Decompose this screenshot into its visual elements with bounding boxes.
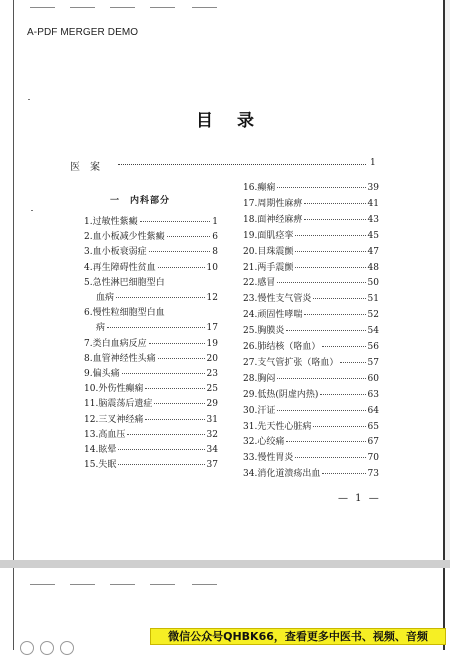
- dot-leader: [295, 235, 365, 236]
- toc-entry-label: 23.慢性支气管炎: [243, 294, 312, 305]
- dot-leader: [277, 410, 365, 411]
- dot-leader: [277, 378, 365, 379]
- toc-entry: [243, 434, 379, 446]
- toc-entry: [243, 323, 379, 335]
- toc-entry: [84, 351, 218, 363]
- toc-entry-page: 54: [367, 326, 379, 337]
- toc-entry-page: 32: [206, 429, 218, 440]
- toc-entry: [84, 412, 218, 424]
- dot-leader: [277, 187, 365, 188]
- toc-entry-label: 19.面肌痉挛: [243, 230, 294, 241]
- dot-leader: [304, 314, 365, 315]
- page-shadow: [445, 0, 450, 560]
- page-edge-mark: [192, 584, 217, 585]
- dot-leader: [304, 203, 365, 204]
- toc-entry-label: 18.面神经麻痹: [243, 214, 303, 225]
- dot-leader: [118, 157, 366, 165]
- scan-speck: [28, 99, 30, 100]
- toc-entry-label: 14.眩晕: [84, 445, 117, 455]
- page-number: — 1 —: [338, 493, 381, 504]
- toc-entry-label: 26.肺结核（咯血）: [243, 342, 321, 352]
- toc-entry-page: 70: [367, 453, 379, 464]
- dot-leader: [149, 343, 205, 344]
- toc-entry: [243, 307, 379, 319]
- toc-entry-page: 12: [206, 293, 218, 303]
- toc-entry-label: 29.低热(阴虚内热): [243, 389, 319, 400]
- promo-banner: 微信公众号QHBK66，查看更多中医书、视频、音频: [150, 628, 446, 645]
- toc-entry-page: 67: [367, 437, 379, 448]
- circle-icon: [60, 641, 74, 655]
- toc-entry: [84, 442, 218, 454]
- preface-label: 医案: [70, 162, 110, 173]
- toc-entry: [243, 339, 379, 351]
- toc-entry: [84, 427, 218, 439]
- toc-entry: [243, 180, 379, 192]
- toc-entry-page: 41: [367, 198, 379, 209]
- toc-entry: [243, 244, 379, 256]
- toc-entry-page: 8: [212, 247, 218, 258]
- page-separator: [0, 560, 450, 568]
- dot-leader: [127, 434, 204, 435]
- page-edge-mark: [192, 7, 217, 8]
- toc-entry-label: 11.脑震荡后遗症: [84, 399, 153, 410]
- toc-entry-page: 37: [206, 460, 218, 471]
- toc-entry-label: 33.慢性胃炎: [243, 453, 294, 464]
- circle-icon: [40, 641, 54, 655]
- toc-entry-label: 21.两手震颤: [243, 262, 294, 273]
- toc-entry: [84, 366, 218, 378]
- toc-entry-label: 12.三叉神经痛: [84, 414, 144, 425]
- toc-entry-page: 73: [367, 469, 379, 480]
- toc-entry-page: 19: [206, 338, 218, 349]
- page-edge-mark: [150, 584, 175, 585]
- toc-entry-continuation: 血病: [96, 293, 115, 303]
- dot-leader: [340, 362, 365, 363]
- section-heading: 一 内科部分: [110, 196, 171, 206]
- toc-entry-page: 60: [367, 373, 379, 384]
- preface-page-number: 1: [370, 158, 376, 168]
- toc-entry-label: 24.顽固性哮喘: [243, 310, 303, 321]
- toc-entry-label: 30.汗证: [243, 405, 276, 416]
- dot-leader: [116, 297, 205, 298]
- toc-entry-page: 10: [206, 262, 218, 273]
- toc-entry-label: 25.胸膜炎: [243, 326, 285, 337]
- dot-leader: [277, 282, 365, 283]
- dot-leader: [149, 251, 211, 252]
- toc-entry: [84, 244, 218, 256]
- toc-entry: [84, 229, 218, 241]
- toc-entry-label: 7.类白血病反应: [84, 338, 147, 349]
- toc-entry-page: 48: [367, 262, 379, 273]
- toc-entry-page: 65: [367, 421, 379, 432]
- toc-entry: [243, 355, 379, 367]
- toc-entry-page: 45: [367, 230, 379, 241]
- dot-leader: [286, 441, 365, 442]
- dot-leader: [158, 267, 205, 268]
- toc-entry: [243, 260, 379, 272]
- toc-entry-page: 51: [367, 294, 379, 305]
- toc-entry-label: 8.血管神经性头痛: [84, 353, 156, 364]
- dot-leader: [295, 251, 365, 252]
- toc-entry: [243, 450, 379, 462]
- toc-entry: [243, 419, 379, 431]
- toc-entry: [243, 228, 379, 240]
- watermark-label: A-PDF MERGER DEMO: [27, 27, 139, 38]
- dot-leader: [145, 388, 204, 389]
- toc-entry: [84, 260, 218, 272]
- toc-entry-page: 43: [367, 214, 379, 225]
- toc-entry-page: 25: [206, 384, 218, 395]
- toc-entry: [96, 320, 218, 332]
- dot-leader: [140, 221, 211, 222]
- page-edge-mark: [30, 7, 55, 8]
- toc-entry-page: 31: [206, 414, 218, 425]
- toc-entry-page: 47: [367, 246, 379, 257]
- toc-entry-page: 20: [206, 353, 218, 364]
- dot-leader: [118, 464, 204, 465]
- toc-entry: [84, 214, 218, 226]
- toc-entry-page: 17: [206, 323, 218, 334]
- dot-leader: [322, 473, 365, 474]
- toc-entry-label: 3.血小板衰弱症: [84, 247, 147, 258]
- toc-entry-page: 1: [212, 217, 218, 227]
- toc-entry-page: 6: [212, 232, 218, 243]
- toc-entry-label: 10.外伤性癫痫: [84, 384, 144, 395]
- dot-leader: [158, 358, 205, 359]
- toc-entry-label: 22.感冒: [243, 278, 276, 289]
- dot-leader: [322, 346, 365, 347]
- toc-entry-page: 29: [206, 399, 218, 410]
- toc-entry-page: 57: [367, 357, 379, 368]
- toc-entry-page: 34: [206, 445, 218, 455]
- toc-entry-page: 23: [206, 369, 218, 379]
- toc-entry-label: 5.急性淋巴细胞型白: [84, 277, 165, 288]
- scan-speck: [31, 210, 33, 211]
- toc-entry-label: 4.再生障碍性贫血: [84, 262, 156, 273]
- toc-entry-label: 34.消化道溃疡出血: [243, 469, 321, 480]
- toc-entry-label: 6.慢性粒细胞型白血: [84, 308, 165, 319]
- page-edge-mark: [150, 7, 175, 8]
- toc-entry-label: 28.胸闷: [243, 373, 276, 384]
- dot-leader: [107, 327, 205, 328]
- toc-entry-page: 52: [367, 310, 379, 321]
- toc-entry-label: 31.先天性心脏病: [243, 421, 312, 432]
- toc-entry: [84, 457, 218, 469]
- toc-entry: [243, 371, 379, 383]
- toc-entry: [84, 381, 218, 393]
- document-page: [13, 0, 445, 560]
- page-edge-mark: [70, 584, 95, 585]
- toc-entry: [84, 336, 218, 348]
- toc-entry-label: 17.周期性麻痹: [243, 198, 303, 209]
- toc-entry: [243, 387, 379, 399]
- toc-entry-label: 9.偏头痛: [84, 369, 120, 379]
- dot-leader: [145, 419, 204, 420]
- toc-entry-label: 27.支气管扩张（咯血）: [243, 357, 339, 368]
- dot-leader: [304, 219, 365, 220]
- toc-entry-page: 56: [367, 342, 379, 352]
- toc-entry-label: 2.血小板减少性紫癜: [84, 232, 165, 243]
- dot-leader: [286, 330, 365, 331]
- dot-leader: [320, 394, 365, 395]
- page-edge-mark: [70, 7, 95, 8]
- toc-entry-label: 16.癫痫: [243, 183, 276, 193]
- dot-leader: [295, 267, 365, 268]
- page-title: 目录: [196, 111, 278, 131]
- dot-leader: [167, 236, 211, 237]
- toc-entry: [84, 396, 218, 408]
- toc-entry-page: 50: [367, 278, 379, 289]
- toc-entry: [96, 290, 218, 302]
- toc-entry-page: 64: [367, 405, 379, 416]
- toc-entry-label: 32.心绞痛: [243, 437, 285, 448]
- dot-leader: [313, 426, 365, 427]
- toc-entry: [243, 196, 379, 208]
- toc-entry-page: 39: [367, 183, 379, 193]
- toc-entry-label: 15.失眠: [84, 460, 117, 471]
- dot-leader: [313, 298, 365, 299]
- toc-entry: [243, 275, 379, 287]
- page-edge-mark: [110, 584, 135, 585]
- toc-entry-continuation: 病: [96, 323, 106, 334]
- toc-entry: [243, 466, 379, 478]
- toc-entry-label: 1.过敏性紫癜: [84, 217, 138, 227]
- toc-entry: [243, 291, 379, 303]
- toc-entry-label: 20.目珠震颤: [243, 246, 294, 257]
- page-edge-mark: [30, 584, 55, 585]
- dot-leader: [118, 449, 204, 450]
- page-edge-mark: [110, 7, 135, 8]
- circle-icon: [20, 641, 34, 655]
- toc-entry: [243, 212, 379, 224]
- toc-entry-page: 63: [367, 389, 379, 400]
- toc-entry-label: 13.高血压: [84, 429, 126, 440]
- dot-leader: [295, 457, 365, 458]
- dot-leader: [122, 373, 205, 374]
- dot-leader: [154, 403, 204, 404]
- toc-entry: [243, 403, 379, 415]
